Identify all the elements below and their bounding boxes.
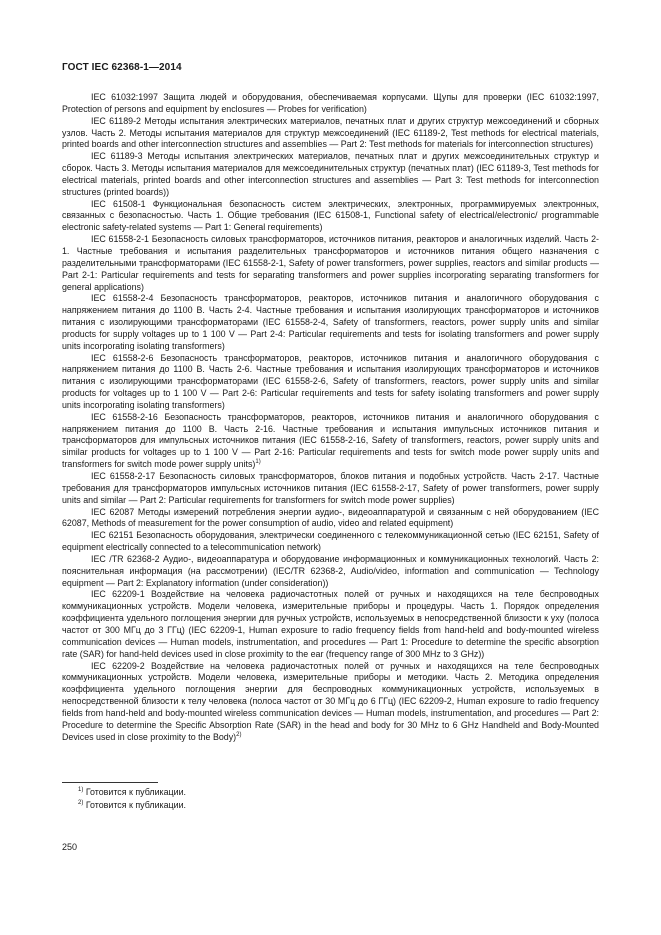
references-list: [62, 92, 599, 743]
footnote-number: 1): [78, 787, 84, 794]
reference-iec-62209-1: IEC 62209-1 Воздействие на человека радиочастотных полей от ручных и находящихся на теле беспроводных коммуникационных устройств. Модели человека, измерительные приборы и процедуры. Часть 1. Порядок определения коэффициента удельного поглощения энергии для ручных устройств, используемых в непосредственной близости к уху (полоса частот от 300 МГц до 3 ГГц) (IEC 62209-1, Human exposure to radio frequency fields from hand-held and body-mounted wireless communication devices — Human models, instrumentation, and procedures — Part 1: Procedure to determine the specific absorption rate (SAR) for hand-held devices used in close proximity to the ear (frequency range of 300 MHz to 3 GHz)): [62, 589, 599, 659]
footnote-text: Готовится к публикации.: [85, 800, 187, 810]
reference-iec-61508-1: IEC 61508-1 Функциональная безопасность систем электрических, электронных, программируемых электронных, связанных с безопасностью. Часть 1. Общие требования (IEC 61508-1, Functional safety of electrical/electronic/ programmable electronic safety-related systems — Part 1: General requirements): [62, 198, 599, 233]
document-header: ГОСТ IEC 62368-1—2014: [62, 62, 182, 73]
reference-iec-61558-2-17: IEC 61558-2-17 Безопасность силовых трансформаторов, блоков питания и подобных устройств. Часть 2-17. Частные требования для трансформаторов импульсных источников питания (IEC 61558-2-17, Safety of power transformers, power supply units and similar — Part 2: Particular requirements for transformers for switch mode power supplies): [62, 471, 599, 505]
footnote-item: [78, 786, 186, 799]
footnote-text: Готовится к публикации.: [85, 787, 187, 797]
footnote-mark[interactable]: 1): [255, 459, 261, 466]
reference-text: IEC 61558-2-16 Безопасность трансформаторов, реакторов, источников питания и аналогичного оборудования с напряжением питания до 1100 В. Часть 2-16. Частные требования и испытания импульсных источников питания и трансформаторов для импульсных источников питания (IEC 61558-2-16, Safety of transformers, reactors, power supply units and similar products for voltages up to 1 100 V — Part 2-16: Particular requirements and tests for switch mode power supply units and transformers for switch mode power supply units): [62, 411, 599, 470]
reference-iec-62087: IEC 62087 Методы измерений потребления энергии аудио-, видеоаппаратурой и связанным с ней оборудованием (IEC 62087, Methods of measurement for the power consumption of audio, video and related equipment): [62, 506, 599, 529]
footnotes: [78, 786, 186, 812]
footnote-mark[interactable]: 2): [236, 731, 242, 738]
reference-iec-61558-2-16: [62, 412, 599, 471]
reference-text: IEC 62209-2 Воздействие на человека радиочастотных полей от ручных и находящихся на теле беспроводных коммуникационных устройств. Модели человека, измерительные приборы и методики. Часть 2. Методика определения коэффициента удельного поглощения энергии для беспроводных коммуникационных устройств, используемых в непосредственной близости к телу человека (полоса частот от 30 МГц до 6 ГГц) (IEC 62209-2, Human exposure to radio frequency fields from hand-held and body-mounted wireless communication devices — Human models, instrumentation, and procedures — Part 2: Procedure to determine the Specific Absorption Rate (SAR) in the head and body for 30 MHz to 6 GHz Handheld and Body-Mounted Devices used in close proximity to the Body): [62, 660, 599, 742]
footnote-number: 2): [78, 800, 84, 807]
reference-iec-61189-2: IEC 61189-2 Методы испытания электрических материалов, печатных плат и других структур межсоединений и сборных узлов. Часть 2. Методы испытания материалов для структур межсоединений (IEC 61189-2, Test methods for electrical materials, printed boards and other interconnection structures and assemblies — Part 2: Test methods for materials for interconnection structures): [62, 115, 599, 150]
reference-iec-61032: IEC 61032:1997 Защита людей и оборудования, обеспечиваемая корпусами. Щупы для проверки (IEC 61032:1997, Protection of persons and equipment by enclosures — Probes for verification): [62, 92, 599, 114]
reference-iec-62151: IEC 62151 Безопасность оборудования, электрически соединенного с телекоммуникационной сетью (IEC 62151, Safety of equipment electrically connected to a telecommunication network): [62, 530, 599, 553]
reference-iec-61189-3: IEC 61189-3 Методы испытания электрических материалов, печатных плат и других межсоединительных структур и сборок. Часть 3. Методы испытания материалов для межсоединительных структур (печатных плат) (IEC 61189-3, Test methods for electrical materials, printed boards and other interconnection structures and assemblies — Part 3: Test methods for interconnection structures (printed boards)): [62, 151, 599, 197]
reference-iec-61558-2-6: IEC 61558-2-6 Безопасность трансформаторов, реакторов, источников питания и аналогичного оборудования с напряжением питания до 1100 В. Часть 2-6. Частные требования и испытания изолирующих трансформаторов и источников питания с изолирующими трансформаторами (IEC 61558-2-6, Safety of transformers, reactors, power supply units and similar products for voltages up to 1 100 V — Part 2-6: Particular requirements and tests for safety isolating transformers and power supply units incorporating isolating transformers): [62, 352, 599, 410]
reference-iec-62209-2: [62, 661, 599, 744]
page-number: 250: [62, 842, 78, 852]
footnote-divider: [62, 782, 158, 783]
reference-iec-61558-2-4: IEC 61558-2-4 Безопасность трансформаторов, реакторов, источников питания и аналогичного оборудования с напряжением питания до 1100 В. Часть 2-4. Частные требования и испытания изолирующих трансформаторов и источников питания с изолирующими трансформаторами (IEC 61558-2-4, Safety of transformers, reactors, power supply units and similar products for supply voltages up to 1 100 V — Part 2-4: Particular requirements and tests for isolating transformers and power supply units incorporating isolating transformers): [62, 293, 599, 351]
reference-iec-61558-2-1: IEC 61558-2-1 Безопасность силовых трансформаторов, источников питания, реакторов и аналогичных изделий. Часть 2-1. Частные требования и испытания разделительных трансформаторов и источников питания общего назначения с разделительными трансформаторами (IEC 61558-2-1, Safety of power transformers, power supplies, reactors and similar products — Part 2-1: Particular requirements and tests for separating transformers and power supplies incorporating separating transformers for general applications): [62, 234, 599, 292]
reference-iec-tr-62368-2: IEC /TR 62368-2 Аудио-, видеоаппаратура и оборудование информационных и коммуникационных технологий. Часть 2: пояснительная информация (на рассмотрении) (IEC/TR 62368-2, Audio/video, information and communication — Technology equipment — Part 2: Explanatory information (under consideration)): [62, 553, 599, 588]
footnote-item: [78, 799, 186, 812]
